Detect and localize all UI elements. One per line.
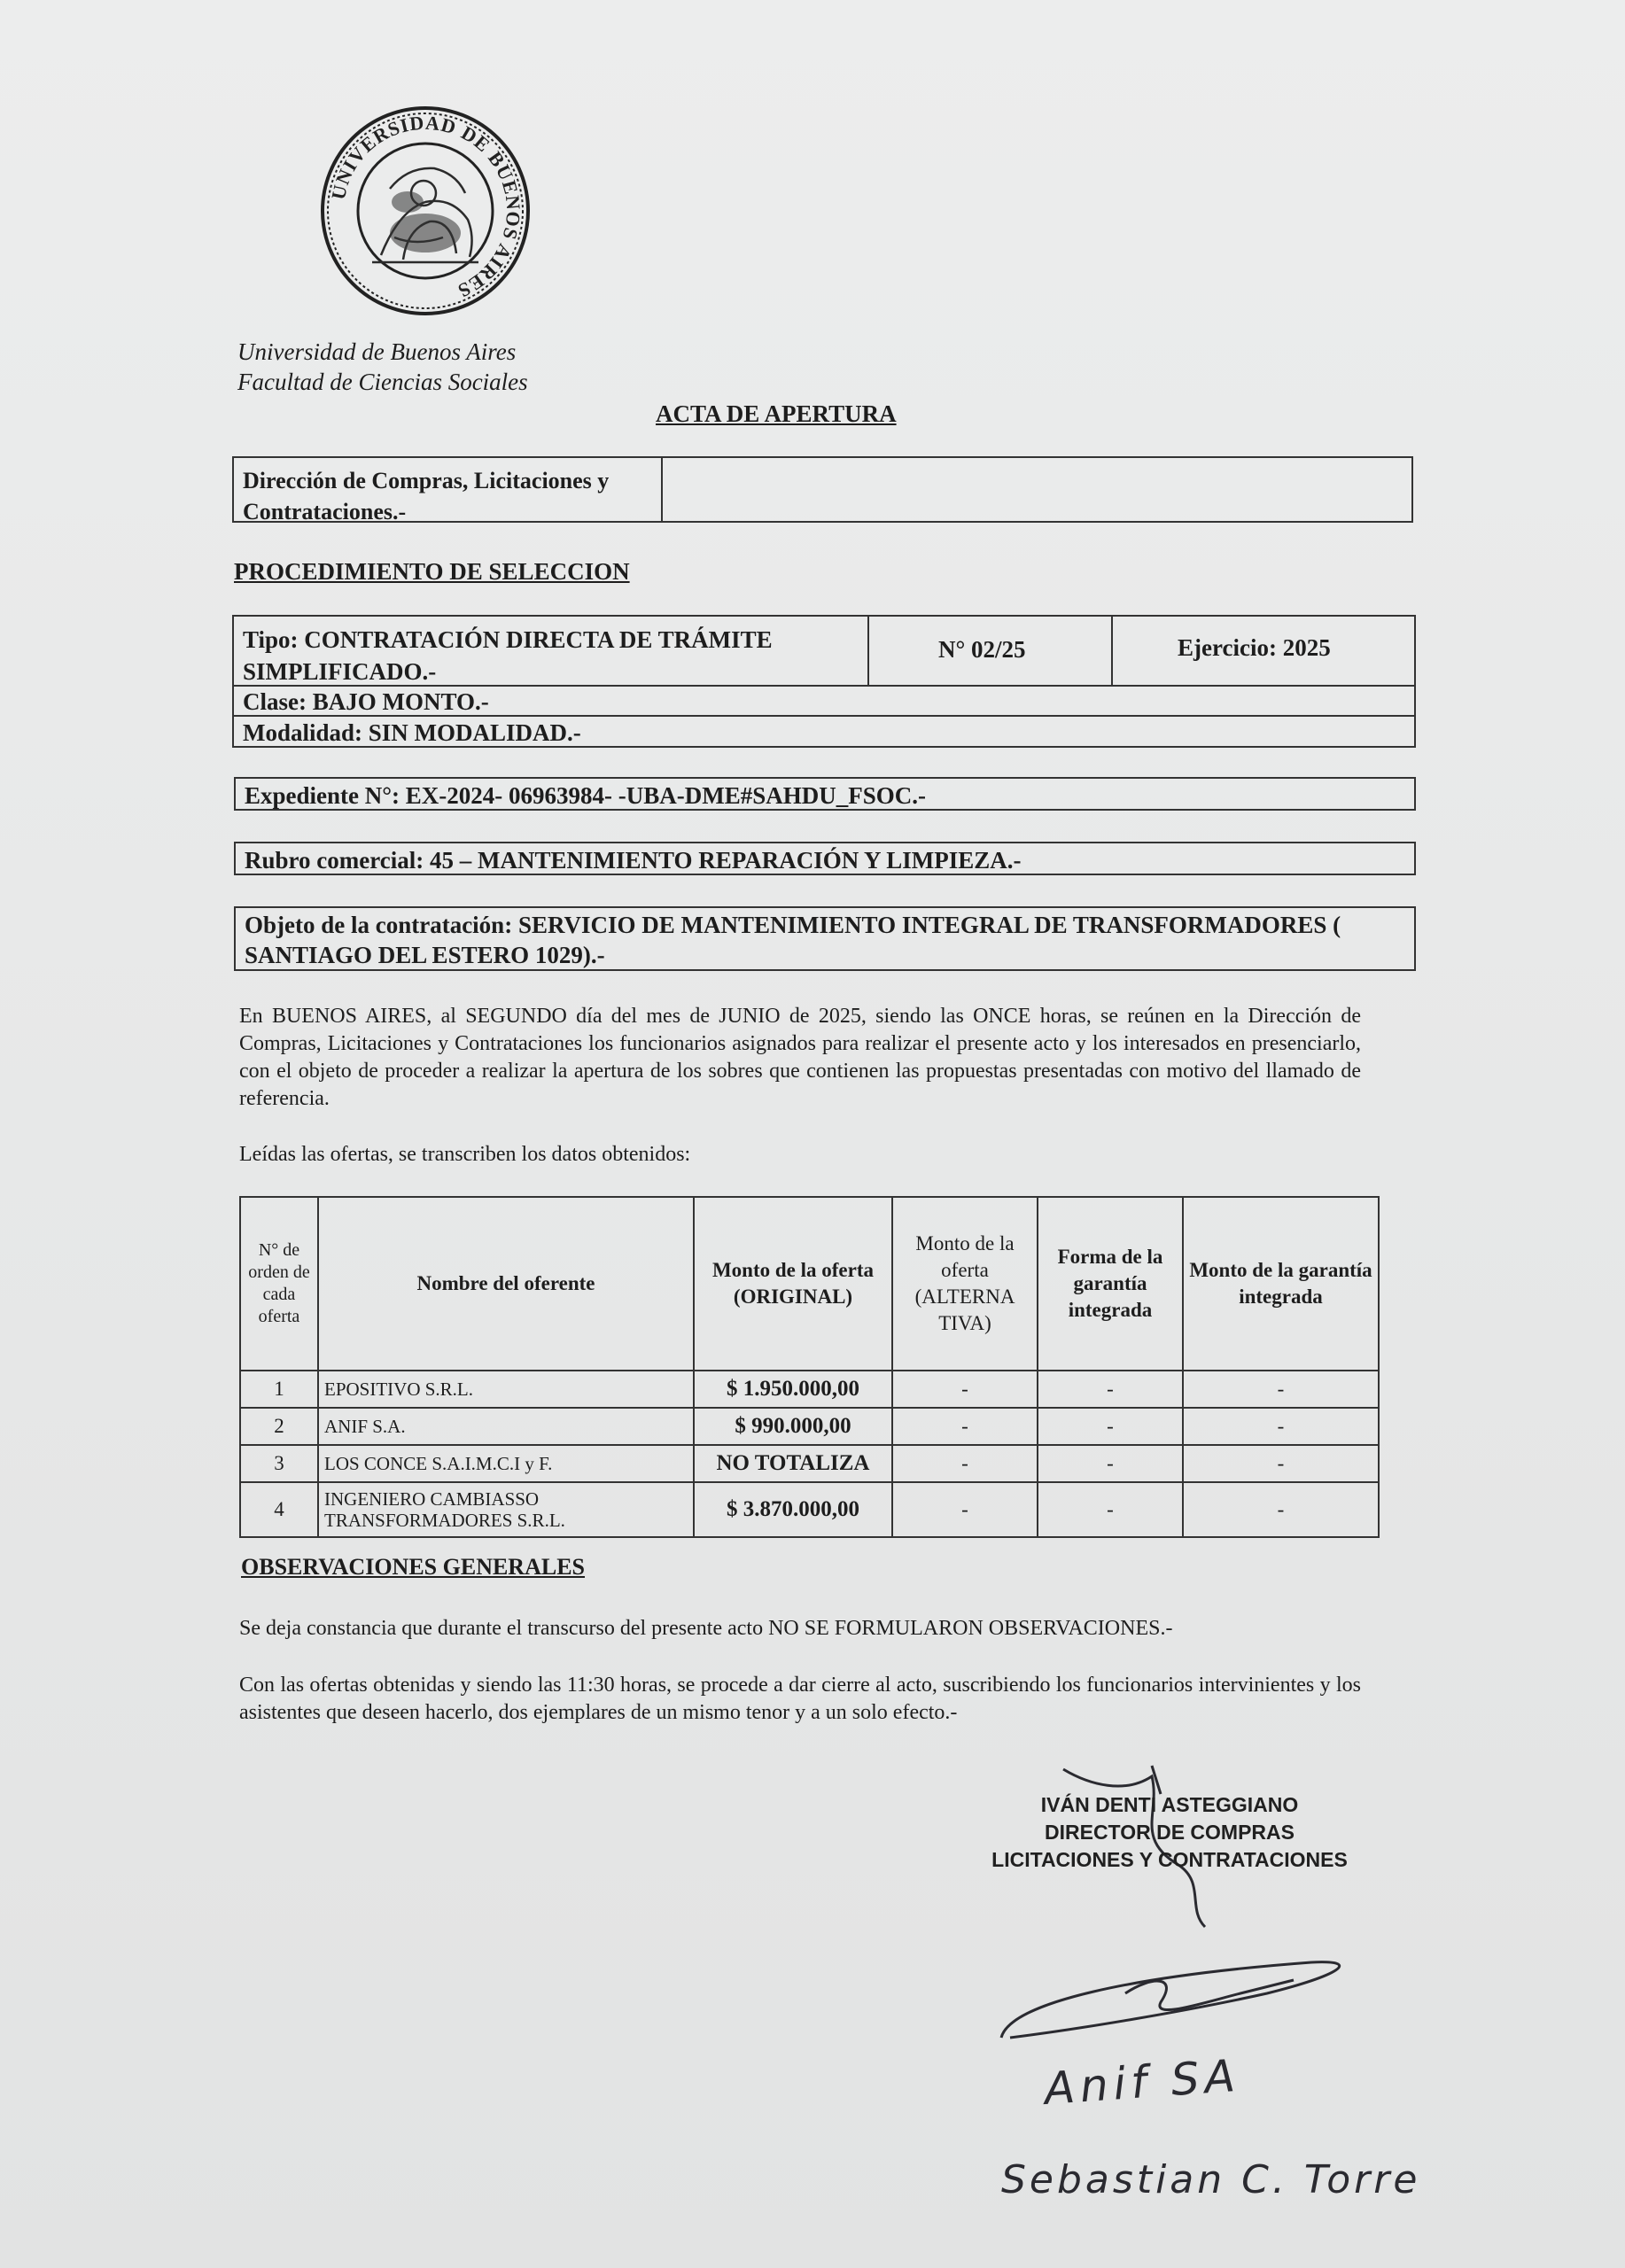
procedure-rule bbox=[234, 685, 1414, 687]
signatory-title-2: LICITACIONES Y CONTRATACIONES bbox=[991, 1848, 1348, 1871]
offers-header-row bbox=[240, 1197, 1379, 1371]
procedure-ejercicio: Ejercicio: 2025 bbox=[1178, 634, 1331, 661]
expediente-text: Expediente N°: EX-2024- 06963984- -UBA-DME#SAHDU_FSOC.- bbox=[245, 782, 927, 809]
cell-forma: - bbox=[1038, 1408, 1183, 1445]
objeto-box bbox=[234, 906, 1416, 971]
cell-monto: - bbox=[1183, 1482, 1379, 1537]
procedure-rule bbox=[234, 715, 1414, 717]
table-row bbox=[240, 1445, 1379, 1482]
procedure-divider bbox=[1111, 617, 1113, 685]
seal-ring-text: UNIVERSIDAD DE BUENOS AIRES bbox=[326, 111, 525, 303]
handwritten-line-2: Sebastian C. Torre bbox=[1001, 2157, 1421, 2202]
cell-order: 1 bbox=[240, 1371, 318, 1408]
observations-text: Se deja constancia que durante el transcurso del presente acto NO SE FORMULARON OBSERVACIONES.- bbox=[239, 1617, 1173, 1640]
cell-order: 2 bbox=[240, 1408, 318, 1445]
cell-name: INGENIERO CAMBIASSO TRANSFORMADORES S.R.L. bbox=[318, 1482, 694, 1537]
header-original: Monto de la oferta (ORIGINAL) bbox=[694, 1197, 892, 1371]
expediente-box bbox=[234, 777, 1416, 811]
header-order: N° de orden de cada oferta bbox=[240, 1197, 318, 1371]
intro-paragraph: En BUENOS AIRES, al SEGUNDO día del mes de JUNIO de 2025, siendo las ONCE horas, se reúnen en la Dirección de Compras, Licitaciones y Contrataciones los funcionarios asignados para realizar el presente acto y los interesados en presenciarlo, con el objeto de proceder a realizar la apertura de los sobres que contienen las propuestas presentadas con motivo del llamado de referencia. bbox=[239, 1005, 1361, 1110]
cell-monto: - bbox=[1183, 1408, 1379, 1445]
header-name: Nombre del oferente bbox=[318, 1197, 694, 1371]
department-box bbox=[232, 456, 1413, 523]
procedure-divider bbox=[867, 617, 869, 685]
cell-original: $ 1.950.000,00 bbox=[694, 1371, 892, 1408]
rubro-box bbox=[234, 842, 1416, 875]
cell-alternativa: - bbox=[892, 1408, 1038, 1445]
procedure-modalidad: Modalidad: SIN MODALIDAD.- bbox=[243, 719, 581, 746]
cell-alternativa: - bbox=[892, 1371, 1038, 1408]
procedure-numero: N° 02/25 bbox=[938, 636, 1026, 663]
cell-alternativa: - bbox=[892, 1482, 1038, 1537]
table-row bbox=[240, 1371, 1379, 1408]
cell-alternativa: - bbox=[892, 1445, 1038, 1482]
cell-forma: - bbox=[1038, 1445, 1183, 1482]
department-label: Dirección de Compras, Licitaciones y Contrataciones.- bbox=[243, 468, 610, 524]
objeto-text: Objeto de la contratación: SERVICIO DE MANTENIMIENTO INTEGRAL DE TRANSFORMADORES ( SANTIAGO DEL ESTERO 1029).- bbox=[245, 912, 1341, 968]
cell-name: LOS CONCE S.A.I.M.C.I y F. bbox=[318, 1445, 694, 1482]
svg-text:UNIVERSIDAD DE BUENOS AIRES bbox=[327, 112, 525, 303]
offers-table bbox=[239, 1196, 1380, 1538]
signatory-title-1: DIRECTOR DE COMPRAS bbox=[1045, 1821, 1295, 1844]
closing-paragraph: Con las ofertas obtenidas y siendo las 11:30 horas, se procede a dar cierre al acto, suscribiendo los funcionarios intervinientes y los asistentes que deseen hacerlo, dos ejemplares de un mismo tenor y a un solo efecto.- bbox=[239, 1674, 1361, 1724]
rubro-text: Rubro comercial: 45 – MANTENIMIENTO REPARACIÓN Y LIMPIEZA.- bbox=[245, 847, 1022, 874]
handwritten-line-1: Anif SA bbox=[1042, 2049, 1242, 2115]
cell-monto: - bbox=[1183, 1445, 1379, 1482]
procedure-clase: Clase: BAJO MONTO.- bbox=[243, 688, 489, 715]
signatory-name: IVÁN DENTI ASTEGGIANO bbox=[1040, 1793, 1299, 1816]
cell-name: ANIF S.A. bbox=[318, 1408, 694, 1445]
institution-line-2: Facultad de Ciencias Sociales bbox=[237, 369, 528, 395]
institution-line-1: Universidad de Buenos Aires bbox=[237, 338, 517, 365]
cell-original: $ 990.000,00 bbox=[694, 1408, 892, 1445]
table-row bbox=[240, 1482, 1379, 1537]
observations-heading: OBSERVACIONES GENERALES bbox=[241, 1554, 586, 1580]
procedure-box bbox=[232, 615, 1416, 748]
department-divider bbox=[661, 458, 663, 521]
university-seal-icon bbox=[319, 105, 532, 317]
signatory-block bbox=[921, 1791, 1418, 1874]
header-forma-garantia: Forma de la garantía integrada bbox=[1038, 1197, 1183, 1371]
cell-forma: - bbox=[1038, 1371, 1183, 1408]
header-monto-garantia: Monto de la garantía integrada bbox=[1183, 1197, 1379, 1371]
cell-monto: - bbox=[1183, 1371, 1379, 1408]
cell-forma: - bbox=[1038, 1482, 1183, 1537]
table-row bbox=[240, 1408, 1379, 1445]
cell-original: $ 3.870.000,00 bbox=[694, 1482, 892, 1537]
offers-intro: Leídas las ofertas, se transcriben los datos obtenidos: bbox=[239, 1143, 691, 1166]
cell-name: EPOSITIVO S.R.L. bbox=[318, 1371, 694, 1408]
cell-order: 4 bbox=[240, 1482, 318, 1537]
procedure-tipo: Tipo: CONTRATACIÓN DIRECTA DE TRÁMITE SIMPLIFICADO.- bbox=[243, 626, 773, 685]
document-title: ACTA DE APERTURA bbox=[656, 400, 897, 427]
header-alternativa: Monto de la oferta (ALTERNA TIVA) bbox=[892, 1197, 1038, 1371]
handwritten-signature-icon bbox=[975, 1940, 1471, 2233]
cell-original: NO TOTALIZA bbox=[694, 1445, 892, 1482]
cell-order: 3 bbox=[240, 1445, 318, 1482]
procedure-heading: PROCEDIMIENTO DE SELECCION bbox=[234, 558, 630, 585]
